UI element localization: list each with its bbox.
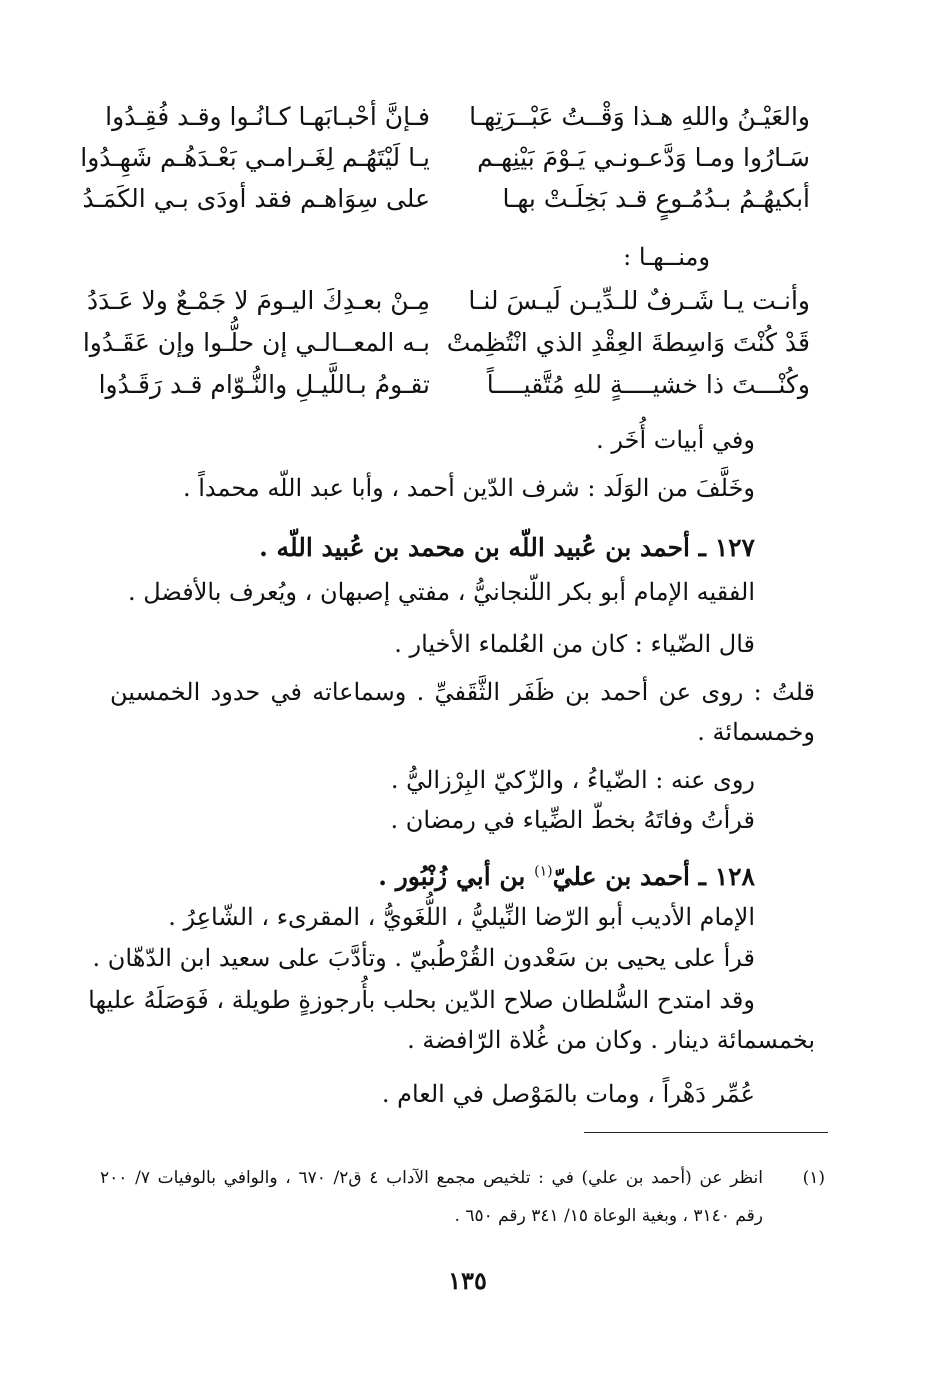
- text-line-3: الفقيه الإمام أبو بكر اللّنجانيُّ ، مفتي إصبهان ، ويُعرف بالأفضل .: [127, 578, 755, 606]
- footnote-line-1: انظر عن (أحمد بن علي) في : تلخيص مجمع الآداب ٤ ق٢/ ٦٧٠ ، والوافي بالوفيات ٧/ ٢٠٠: [100, 1168, 764, 1188]
- verse-2-right: سَـارُوا ومـا وَدَّعـونـي يَـوْمَ بَيْنِهـم: [477, 143, 810, 172]
- text-line-6: وخمسمائة .: [697, 718, 815, 746]
- verse-4-right: وأنـت يـا شَـرفٌ للـدِّيـن لَيـسَ لنـا: [468, 286, 810, 315]
- text-line-1: وفي أبيات أُخَر .: [596, 426, 755, 454]
- text-line-2: وخَلَّفَ من الوَلَد : شرف الدّين أحمد ، وأبا عبد اللّه محمداً .: [182, 474, 755, 502]
- text-line-10: قرأ على يحيى بن سَعْدون القُرْطُبيّ . وتأدَّبَ على سعيد ابن الدّهّان .: [92, 944, 755, 972]
- text-line-9: الإمام الأديب أبو الرّضا النِّيليُّ ، اللُّغَويُّ ، المقرىء ، الشّاعِرُ .: [168, 903, 755, 931]
- verse-5-left: بـه المعــالـي إن حلُّـوا وإن عَقَـدُوا: [82, 328, 430, 357]
- text-line-4: قال الضّياء : كان من العُلماء الأخيار .: [394, 630, 755, 658]
- verse-6-right: وكُنْـــتَ ذا خشيــــةٍ للهِ مُتَّقيــــاً: [486, 370, 810, 399]
- verse-5-right: قَدْ كُنْتَ وَاسِطةَ العِقْدِ الذي انْتُظِمتْ: [446, 328, 810, 357]
- verse-3-left: على سِوَاهـم فقد أودَى بـي الكَمَـدُ: [82, 184, 430, 213]
- footnote-ref: (١): [534, 863, 553, 880]
- text-line-8: قرأتُ وفاتَهُ بخطّ الضِّياء في رمضان .: [390, 806, 755, 834]
- verse-4-left: مِـنْ بعـدِكَ اليـومَ لا جَمْـعٌ ولا عَـدَدُ: [87, 286, 430, 315]
- text-line-12: بخمسمائة دينار . وكان من غُلاة الرّافضة .: [407, 1026, 815, 1054]
- verse-1-left: فـإنَّ أحْبـابَهـا كـانُـوا وقـد فُقِـدُوا: [105, 102, 430, 131]
- footnote-number: (١): [802, 1168, 825, 1188]
- verse-1-right: والعَيْـنُ واللهِ هـذا وَقْــتُ عَبْــرَتِهـا: [469, 102, 810, 131]
- entry-127-title: ١٢٧ ـ أحمد بن عُبيد اللّه بن محمد بن عُبيد اللّه .: [259, 533, 755, 562]
- footnote-line-2: رقم ٣١٤٠ ، وبغية الوعاة ١٥/ ٣٤١ رقم ٦٥٠ .: [454, 1206, 763, 1226]
- footnote-divider: [584, 1132, 828, 1133]
- verse-2-left: يـا لَيْتَهُـم لِغَـرامـي بَعْـدَهُـم شَهِـدُوا: [80, 143, 430, 172]
- verse-intro: ومنــهـا :: [623, 243, 710, 271]
- entry-128-title: [378, 864, 755, 889]
- text-line-11: وقد امتدح السُّلطان صلاح الدّين بحلب بأُرجوزةٍ طويلة ، فَوَصَلَهُ عليها: [88, 986, 755, 1014]
- text-line-5: قلتُ : روى عن أحمد بن ظَفَر الثَّقَفيِّ . وسماعاته في حدود الخمسين: [110, 678, 815, 706]
- text-line-13: عُمِّر دَهْراً ، ومات بالمَوْصل في العام .: [381, 1080, 755, 1108]
- text-line-7: روى عنه : الضّياءُ ، والزّكيّ البِرْزاليُّ .: [390, 766, 755, 794]
- entry-128-title-rest: بن أبي زُنْبُور .: [378, 862, 535, 891]
- entry-128-title-text: ١٢٨ ـ أحمد بن عليّ: [552, 862, 755, 891]
- page-number: ١٣٥: [448, 1266, 487, 1295]
- verse-6-left: تقـومُ بـاللَّيـلِ والنُّـوّام قـد رَقَـدُوا: [98, 370, 430, 399]
- verse-3-right: أبكيهُـمُ بـدُمُـوعٍ قـد بَخِلَـتْ بهـا: [502, 184, 810, 213]
